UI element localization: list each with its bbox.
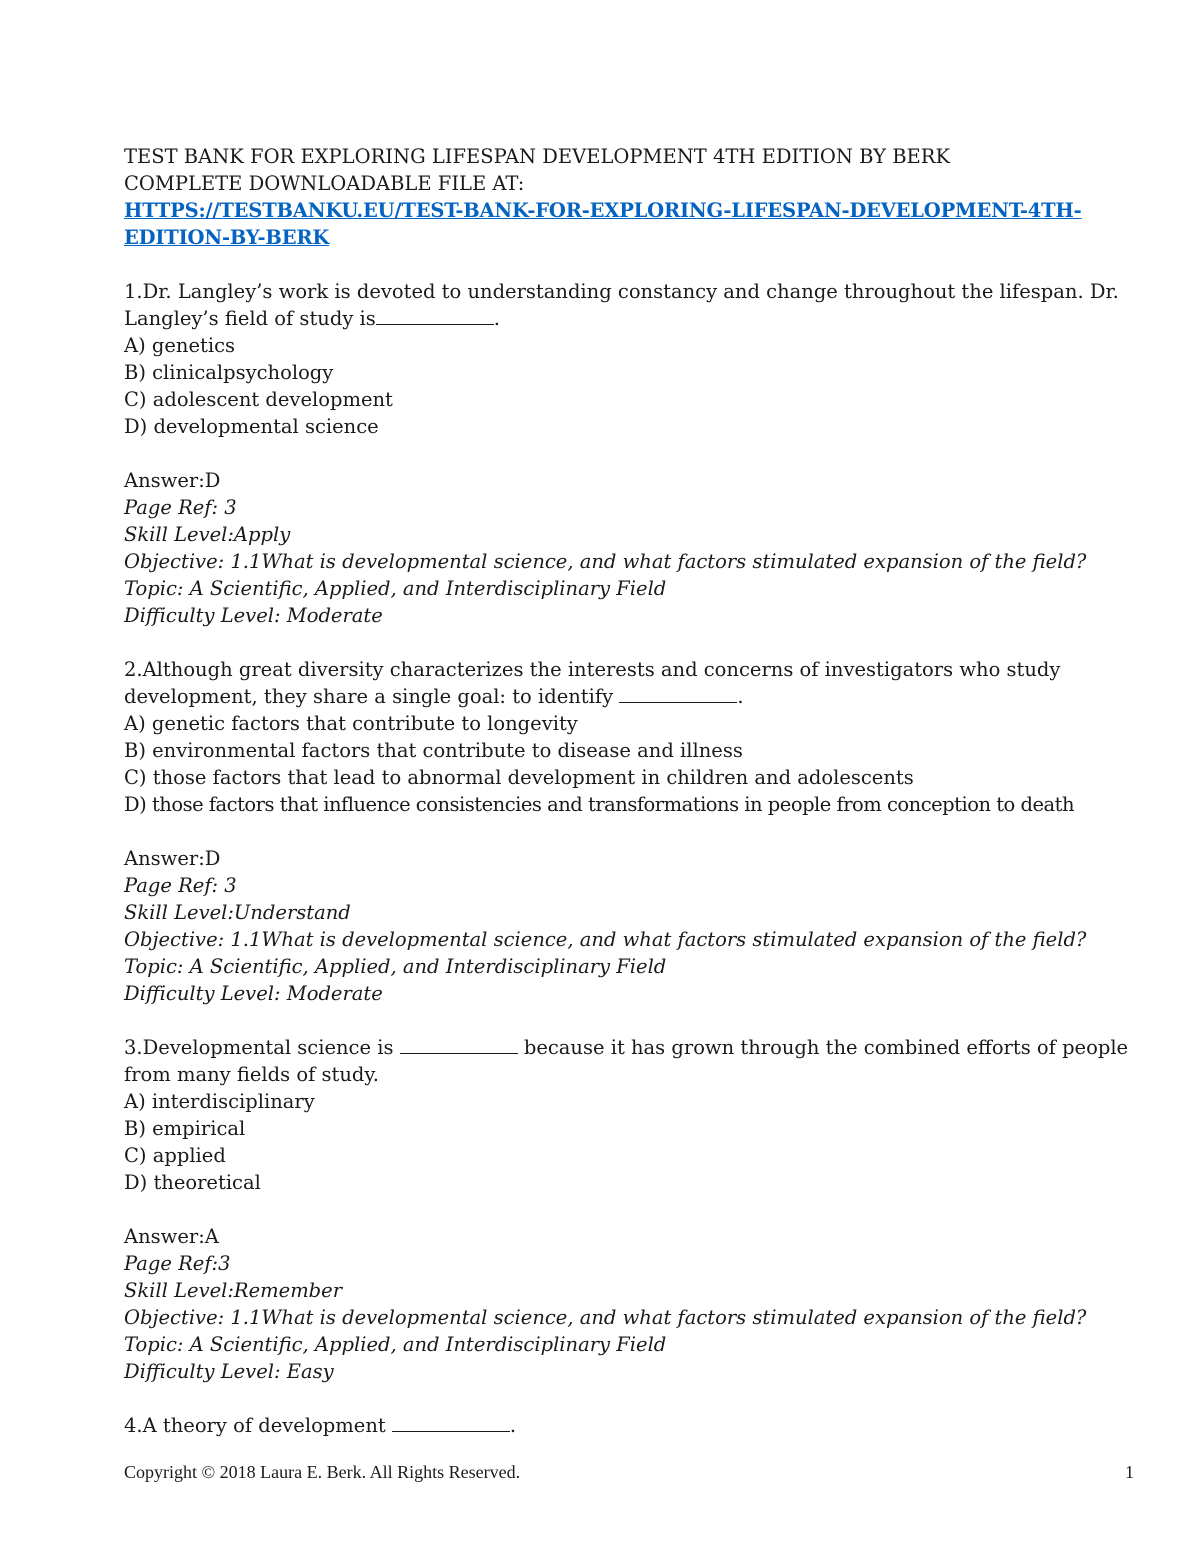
page-number: 1 bbox=[1125, 1462, 1134, 1482]
download-link-line-1[interactable]: HTTPS://TESTBANKU.EU/TEST-BANK-FOR-EXPLORING-LIFESPAN-DEVELOPMENT-4TH- bbox=[124, 199, 1082, 222]
option-d: D) theoretical bbox=[124, 1171, 261, 1194]
copyright-notice: Copyright © 2018 Laura E. Berk. All Rights Reserved. bbox=[124, 1462, 521, 1482]
skill-level: Skill Level:Apply bbox=[124, 523, 291, 546]
answer-blank bbox=[619, 684, 737, 703]
question-4 bbox=[124, 1412, 1134, 1439]
question-stem-continued: Langley’s field of study is . bbox=[124, 307, 500, 330]
page-footer bbox=[124, 1460, 1134, 1484]
option-d: D) developmental science bbox=[124, 415, 379, 438]
answer: Answer:A bbox=[124, 1225, 219, 1248]
objective: Objective: 1.1What is developmental science, and what factors stimulated expansion of the field? bbox=[124, 1306, 1087, 1329]
question-3 bbox=[124, 1034, 1134, 1385]
option-d: D) those factors that influence consistencies and transformations in people from conception to death bbox=[124, 793, 1075, 816]
difficulty-level: Difficulty Level: Easy bbox=[124, 1360, 334, 1383]
title-line-1: TEST BANK FOR EXPLORING LIFESPAN DEVELOPMENT 4TH EDITION BY BERK bbox=[124, 145, 951, 168]
page-ref: Page Ref: 3 bbox=[124, 874, 237, 897]
skill-level: Skill Level:Remember bbox=[124, 1279, 343, 1302]
topic: Topic: A Scientific, Applied, and Interdisciplinary Field bbox=[124, 577, 667, 600]
difficulty-level: Difficulty Level: Moderate bbox=[124, 982, 383, 1005]
answer-blank bbox=[400, 1035, 518, 1054]
option-c: C) applied bbox=[124, 1144, 226, 1167]
objective: Objective: 1.1What is developmental science, and what factors stimulated expansion of the field? bbox=[124, 928, 1087, 951]
download-link-line-2[interactable]: EDITION-BY-BERK bbox=[124, 226, 330, 249]
option-a: A) genetics bbox=[124, 334, 236, 357]
skill-level: Skill Level:Understand bbox=[124, 901, 351, 924]
difficulty-level: Difficulty Level: Moderate bbox=[124, 604, 383, 627]
question-stem-continued: development, they share a single goal: to identify . bbox=[124, 685, 744, 708]
answer: Answer:D bbox=[124, 469, 221, 492]
option-b: B) clinicalpsychology bbox=[124, 361, 334, 384]
option-a: A) genetic factors that contribute to longevity bbox=[124, 712, 578, 735]
question-stem: 2.Although great diversity characterizes the interests and concerns of investigators who study bbox=[124, 658, 1061, 681]
question-stem-continued: from many fields of study. bbox=[124, 1063, 379, 1086]
topic: Topic: A Scientific, Applied, and Interdisciplinary Field bbox=[124, 955, 667, 978]
option-c: C) adolescent development bbox=[124, 388, 393, 411]
question-stem: 3.Developmental science is because it has grown through the combined efforts of people bbox=[124, 1036, 1129, 1059]
option-a: A) interdisciplinary bbox=[124, 1090, 315, 1113]
answer-blank bbox=[376, 306, 494, 325]
question-stem: 1.Dr. Langley’s work is devoted to understanding constancy and change throughout the lifespan. Dr. bbox=[124, 280, 1119, 303]
page-ref: Page Ref: 3 bbox=[124, 496, 237, 519]
topic: Topic: A Scientific, Applied, and Interdisciplinary Field bbox=[124, 1333, 667, 1356]
answer-blank bbox=[392, 1413, 510, 1432]
document-body bbox=[124, 143, 1134, 1439]
answer: Answer:D bbox=[124, 847, 221, 870]
option-b: B) empirical bbox=[124, 1117, 246, 1140]
page-ref: Page Ref:3 bbox=[124, 1252, 231, 1275]
option-b: B) environmental factors that contribute to disease and illness bbox=[124, 739, 743, 762]
question-1 bbox=[124, 278, 1134, 629]
question-2 bbox=[124, 656, 1134, 1007]
objective: Objective: 1.1What is developmental science, and what factors stimulated expansion of the field? bbox=[124, 550, 1087, 573]
question-stem: 4.A theory of development . bbox=[124, 1414, 517, 1437]
option-c: C) those factors that lead to abnormal development in children and adolescents bbox=[124, 766, 914, 789]
title-line-2: COMPLETE DOWNLOADABLE FILE AT: bbox=[124, 172, 525, 195]
